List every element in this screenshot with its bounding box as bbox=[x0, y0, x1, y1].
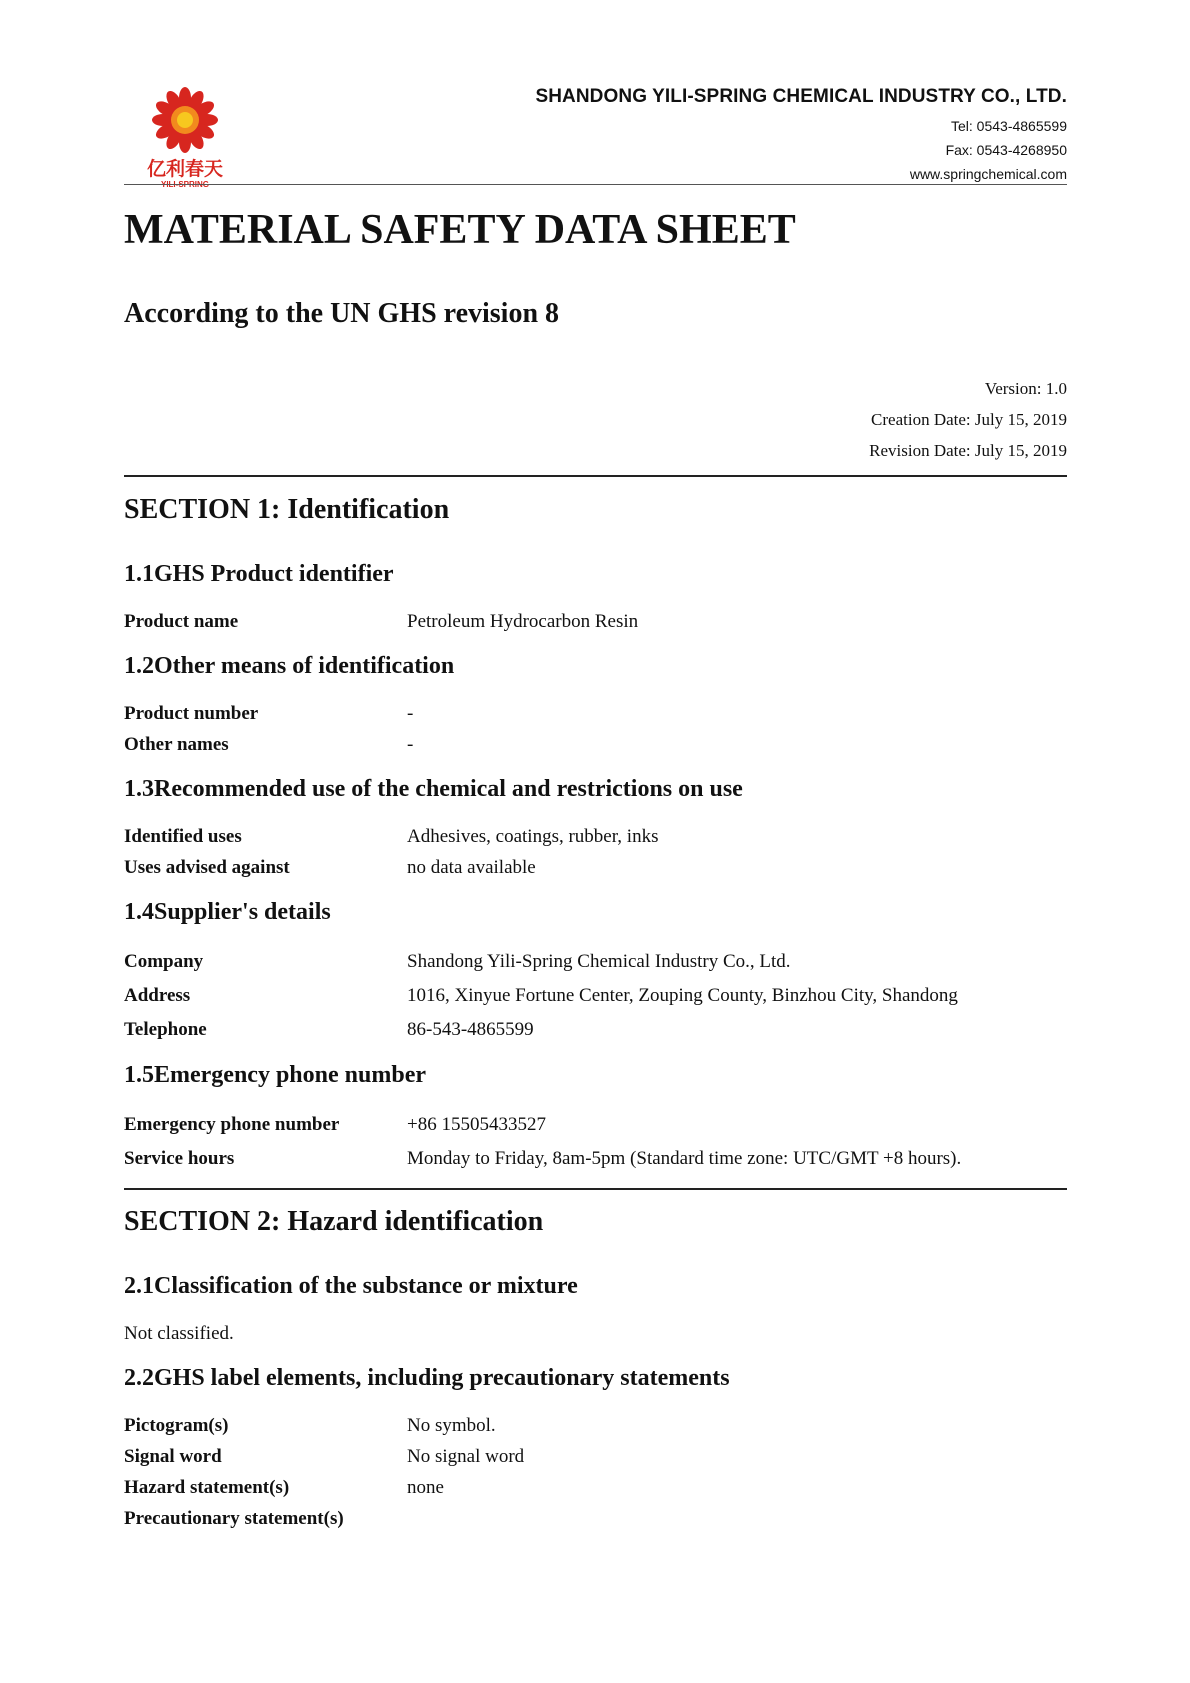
subsection-1-2-title: 1.2Other means of identification bbox=[124, 653, 455, 679]
uses-against-value: no data available bbox=[407, 857, 536, 878]
subsection-1-5-title: 1.5Emergency phone number bbox=[124, 1062, 426, 1088]
other-names-label: Other names bbox=[124, 734, 229, 755]
uses-against-label: Uses advised against bbox=[124, 857, 290, 878]
header-divider bbox=[124, 184, 1067, 185]
document-meta bbox=[869, 373, 1067, 466]
company-value: Shandong Yili-Spring Chemical Industry Co., Ltd. bbox=[407, 951, 791, 972]
other-names-value: - bbox=[407, 734, 414, 755]
version: Version: 1.0 bbox=[984, 379, 1067, 398]
service-hours-value: Monday to Friday, 8am-5pm (Standard time zone: UTC/GMT +8 hours). bbox=[407, 1148, 962, 1169]
company-label: Company bbox=[124, 951, 204, 972]
document-title: MATERIAL SAFETY DATA SHEET bbox=[124, 207, 796, 253]
company-header bbox=[535, 86, 1067, 186]
emergency-phone-label: Emergency phone number bbox=[124, 1114, 340, 1135]
hazard-statements-label: Hazard statement(s) bbox=[124, 1477, 290, 1498]
pictogram-label: Pictogram(s) bbox=[124, 1415, 229, 1436]
creation-date: Creation Date: July 15, 2019 bbox=[871, 410, 1067, 429]
section-2-title: SECTION 2: Hazard identification bbox=[124, 1206, 544, 1237]
signal-word-label: Signal word bbox=[124, 1446, 222, 1467]
identified-uses-label: Identified uses bbox=[124, 826, 242, 847]
service-hours-label: Service hours bbox=[124, 1148, 235, 1169]
pictogram-value: No symbol. bbox=[407, 1415, 496, 1436]
product-number-value: - bbox=[407, 703, 414, 724]
classification-text: Not classified. bbox=[124, 1323, 234, 1344]
sun-flower-logo-icon bbox=[140, 80, 230, 190]
section-1-title: SECTION 1: Identification bbox=[124, 494, 450, 525]
hazard-statements-value: none bbox=[407, 1477, 444, 1498]
telephone-label: Telephone bbox=[124, 1019, 207, 1040]
identified-uses-value: Adhesives, coatings, rubber, inks bbox=[407, 826, 659, 847]
section-divider bbox=[124, 1188, 1067, 1190]
subsection-2-1-title: 2.1Classification of the substance or mixture bbox=[124, 1273, 578, 1299]
section-divider bbox=[124, 475, 1067, 477]
subsection-1-1-title: 1.1GHS Product identifier bbox=[124, 561, 394, 587]
signal-word-value: No signal word bbox=[407, 1446, 525, 1467]
company-name: SHANDONG YILI-SPRING CHEMICAL INDUSTRY CO., LTD. bbox=[535, 86, 1067, 107]
logo-chinese-text: 亿利春天 bbox=[146, 158, 224, 180]
precautionary-statements-label: Precautionary statement(s) bbox=[124, 1508, 344, 1529]
address-value: 1016, Xinyue Fortune Center, Zouping County, Binzhou City, Shandong bbox=[407, 985, 958, 1006]
subsection-1-4-title: 1.4Supplier's details bbox=[124, 899, 331, 925]
product-number-label: Product number bbox=[124, 703, 259, 724]
company-logo bbox=[140, 80, 230, 190]
subsection-1-3-title: 1.3Recommended use of the chemical and restrictions on use bbox=[124, 776, 743, 802]
document-subtitle: According to the UN GHS revision 8 bbox=[124, 298, 560, 329]
telephone-value: 86-543-4865599 bbox=[407, 1019, 534, 1040]
revision-date: Revision Date: July 15, 2019 bbox=[869, 441, 1067, 460]
company-tel: Tel: 0543-4865599 bbox=[951, 118, 1067, 134]
subsection-2-2-title: 2.2GHS label elements, including precautionary statements bbox=[124, 1365, 730, 1391]
company-fax: Fax: 0543-4268950 bbox=[945, 142, 1067, 158]
address-label: Address bbox=[124, 985, 191, 1006]
product-name-value: Petroleum Hydrocarbon Resin bbox=[407, 611, 639, 632]
company-website: www.springchemical.com bbox=[909, 166, 1067, 182]
emergency-phone-value: +86 15505433527 bbox=[407, 1114, 546, 1135]
product-name-label: Product name bbox=[124, 611, 239, 632]
